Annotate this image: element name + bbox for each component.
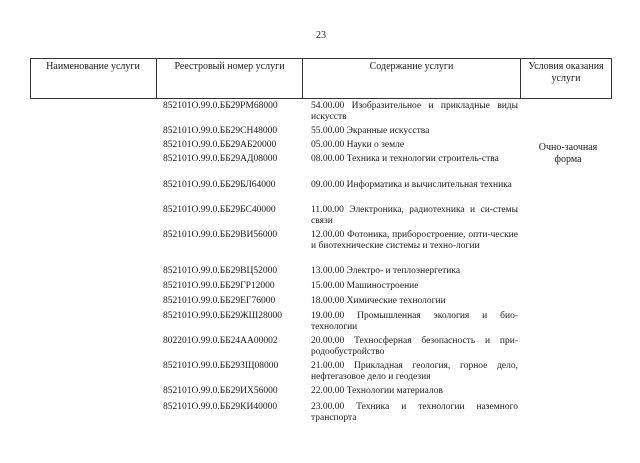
- service-content: 05.00.00 Науки о земле: [311, 140, 405, 150]
- header-service-content: Содержание услуги: [369, 61, 454, 72]
- service-content: 21.00.00 Прикладная геология, горное дело, нефтегазовое дело и геодезия: [311, 361, 518, 382]
- service-content: 18.00.00 Химические технологии: [311, 296, 446, 306]
- header-bottom-rule: [30, 98, 612, 99]
- header-service-conditions: Условия оказания услуги: [528, 61, 604, 84]
- header-registry-number: Реестровый номер услуги: [174, 61, 285, 72]
- page-number: 23: [316, 30, 326, 41]
- registry-code: 852101О.99.0.ББ29ЕГ76000: [163, 296, 276, 306]
- service-condition: Очно-заочная форма: [538, 142, 598, 165]
- registry-code: 852101О.99.0.ББ29ЖШ28000: [163, 311, 282, 321]
- service-content: 12.00.00 Фотоника, приборостроение, опти-ческие и биотехнические системы и техно-логии: [311, 230, 518, 251]
- header-service-name: Наименование услуги: [46, 61, 140, 72]
- service-content: 22.00.00 Технологии материалов: [311, 386, 443, 396]
- registry-code: 852101О.99.0.ББ29ВИ56000: [163, 230, 278, 240]
- registry-code: 852101О.99.0.ББ29ВЦ52000: [163, 266, 278, 276]
- registry-code: 852101О.99.0.ББ29БС40000: [163, 205, 276, 215]
- service-content: 09.00.00 Информатика и вычислительная техника: [311, 180, 512, 190]
- header-top-rule: [30, 58, 612, 59]
- registry-code: 852101О.99.0.ББ29БЛ64000: [163, 180, 276, 190]
- service-content: 55.00.00 Экранные искусства: [311, 126, 430, 136]
- service-content: 23.00.00 Техника и технологии наземного транспорта: [311, 402, 518, 423]
- registry-code: 852101О.99.0.ББ29РМ68000: [163, 101, 278, 111]
- registry-code: 802201О.99.0.ББ24АА00002: [163, 336, 278, 346]
- service-content: 19.00.00 Промышленная экология и био-технологии: [311, 311, 518, 332]
- registry-code: 852101О.99.0.ББ29КИ40000: [163, 402, 278, 412]
- header-divider: [611, 58, 612, 98]
- registry-code: 852101О.99.0.ББ29ГР12000: [163, 281, 275, 291]
- service-content: 08.00.00 Техника и технологии строитель-ства: [311, 154, 499, 164]
- service-content: 15.00.00 Машиностроение: [311, 281, 419, 291]
- registry-code: 852101О.99.0.ББ29ИХ56000: [163, 386, 278, 396]
- service-content: 13.00.00 Электро- и теплоэнергетика: [311, 266, 461, 276]
- registry-code: 852101О.99.0.ББ29АБ20000: [163, 140, 277, 150]
- registry-code: 852101О.99.0.ББ29СН48000: [163, 126, 278, 136]
- service-content: 54.00.00 Изобразительное и прикладные виды искусств: [311, 101, 518, 122]
- table-header: [30, 58, 612, 98]
- service-content: 20.00.00 Техносферная безопасность и при-родообустройство: [311, 336, 518, 357]
- registry-code: 852101О.99.0.ББ29ЗЩ08000: [163, 361, 279, 371]
- service-content: 11.00.00 Электроника, радиотехника и си-стемы связи: [311, 205, 518, 226]
- registry-code: 852101О.99.0.ББ29АД08000: [163, 154, 278, 164]
